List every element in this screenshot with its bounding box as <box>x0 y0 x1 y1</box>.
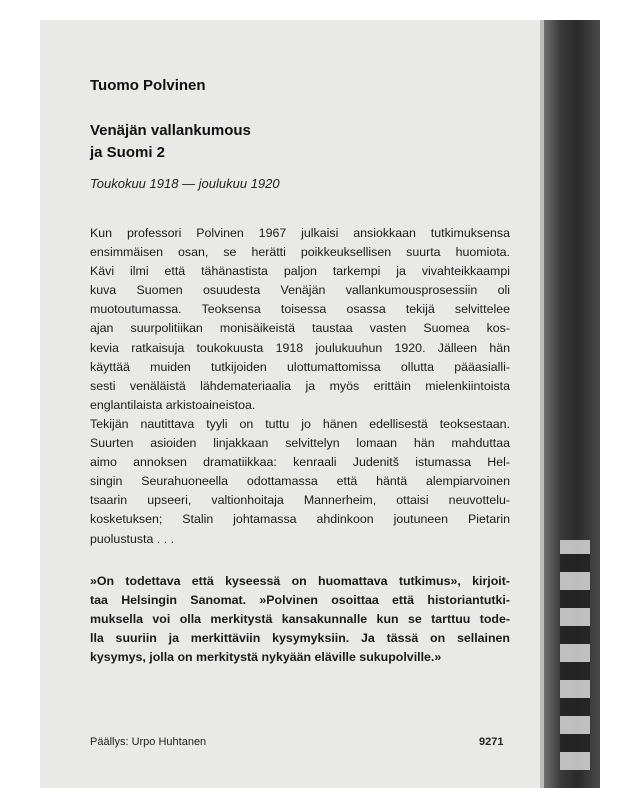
title-line-2: ja Suomi 2 <box>90 144 166 161</box>
body-line: kevia ratkaisuja toukokuusta 1918 joulukuuhun 1920. Jälleen hän <box>90 340 510 355</box>
title-line-1: Venäjän vallankumous <box>90 122 251 139</box>
book-subtitle: Toukokuu 1918 — joulukuu 1920 <box>90 176 280 191</box>
body-line: ensimmäisen osan, se herätti poikkeuksellisen suurta huomiota. <box>90 245 510 260</box>
quote-line: muksella voi olla merkitystä kansakunnalle kun se tarttuu tode- <box>90 612 510 627</box>
body-line: Tekijän nautittava tyyli on tuttu jo hänen edellisestä teoksestaan. <box>90 416 510 431</box>
body-line: aimo annoksen dramatiikkaa: kenraali Judenitš istumassa Hel- <box>90 455 510 470</box>
product-code: 9271 <box>479 736 504 748</box>
body-line: sesti venäläistä lähdemateriaalia ja myös erittäin mielenkiintoista <box>90 378 510 393</box>
body-line: englantilaista arkistoaineistoa. <box>90 397 256 412</box>
spine-checker-pattern <box>560 540 590 770</box>
quote-line: kysymys, jolla on merkitystä nykyään eläville sukupolville.» <box>90 650 442 665</box>
body-line: kuva Suomen osuudesta Venäjän vallankumousprosessiin oli <box>90 283 510 298</box>
body-line: singin Seurahuoneella odottamassa että häntä alempiarvoinen <box>90 474 510 489</box>
review-quote <box>90 572 510 667</box>
body-line: Suurten asioiden linjakkaan selvittelyn lomaan hän mahduttaa <box>90 436 510 451</box>
body-line: ajan suurpolitiikan monisäikeistä taustaa vasten Suomea kos- <box>90 321 510 336</box>
description-text <box>90 224 510 549</box>
body-line: Kävi ilmi että tähänastista paljon tarkempi ja vivahteikkaampi <box>90 264 510 279</box>
quote-line: lla suuriin ja merkittäviin kysymyksiin. Ja tässä on sellainen <box>90 631 510 646</box>
quote-line: taa Helsingin Sanomat. »Polvinen osoittaa että historiantutki- <box>90 593 510 608</box>
body-line: tsaarin upseeri, valtionhoitaja Mannerheim, ottaisi neuvottelu- <box>90 493 510 508</box>
cover-credit: Päällys: Urpo Huhtanen <box>90 736 207 748</box>
body-line: Kun professori Polvinen 1967 julkaisi ansiokkaan tutkimuksensa <box>90 226 510 240</box>
author-name: Tuomo Polvinen <box>90 77 206 94</box>
body-line: käyttää muiden tutkijoiden ulottumattomissa ollutta pääasialli- <box>90 359 510 374</box>
body-line: muotoutumassa. Teoksensa toisessa osassa tekijä selvittelee <box>90 302 510 317</box>
body-line: puolustusta . . . <box>90 531 175 546</box>
body-line: kosketuksen; Stalin johtamassa ahdinkoon joutuneen Pietarin <box>90 512 510 527</box>
quote-line: »On todettava että kyseessä on huomattava tutkimus», kirjoit- <box>90 574 510 588</box>
book-title <box>90 120 251 164</box>
